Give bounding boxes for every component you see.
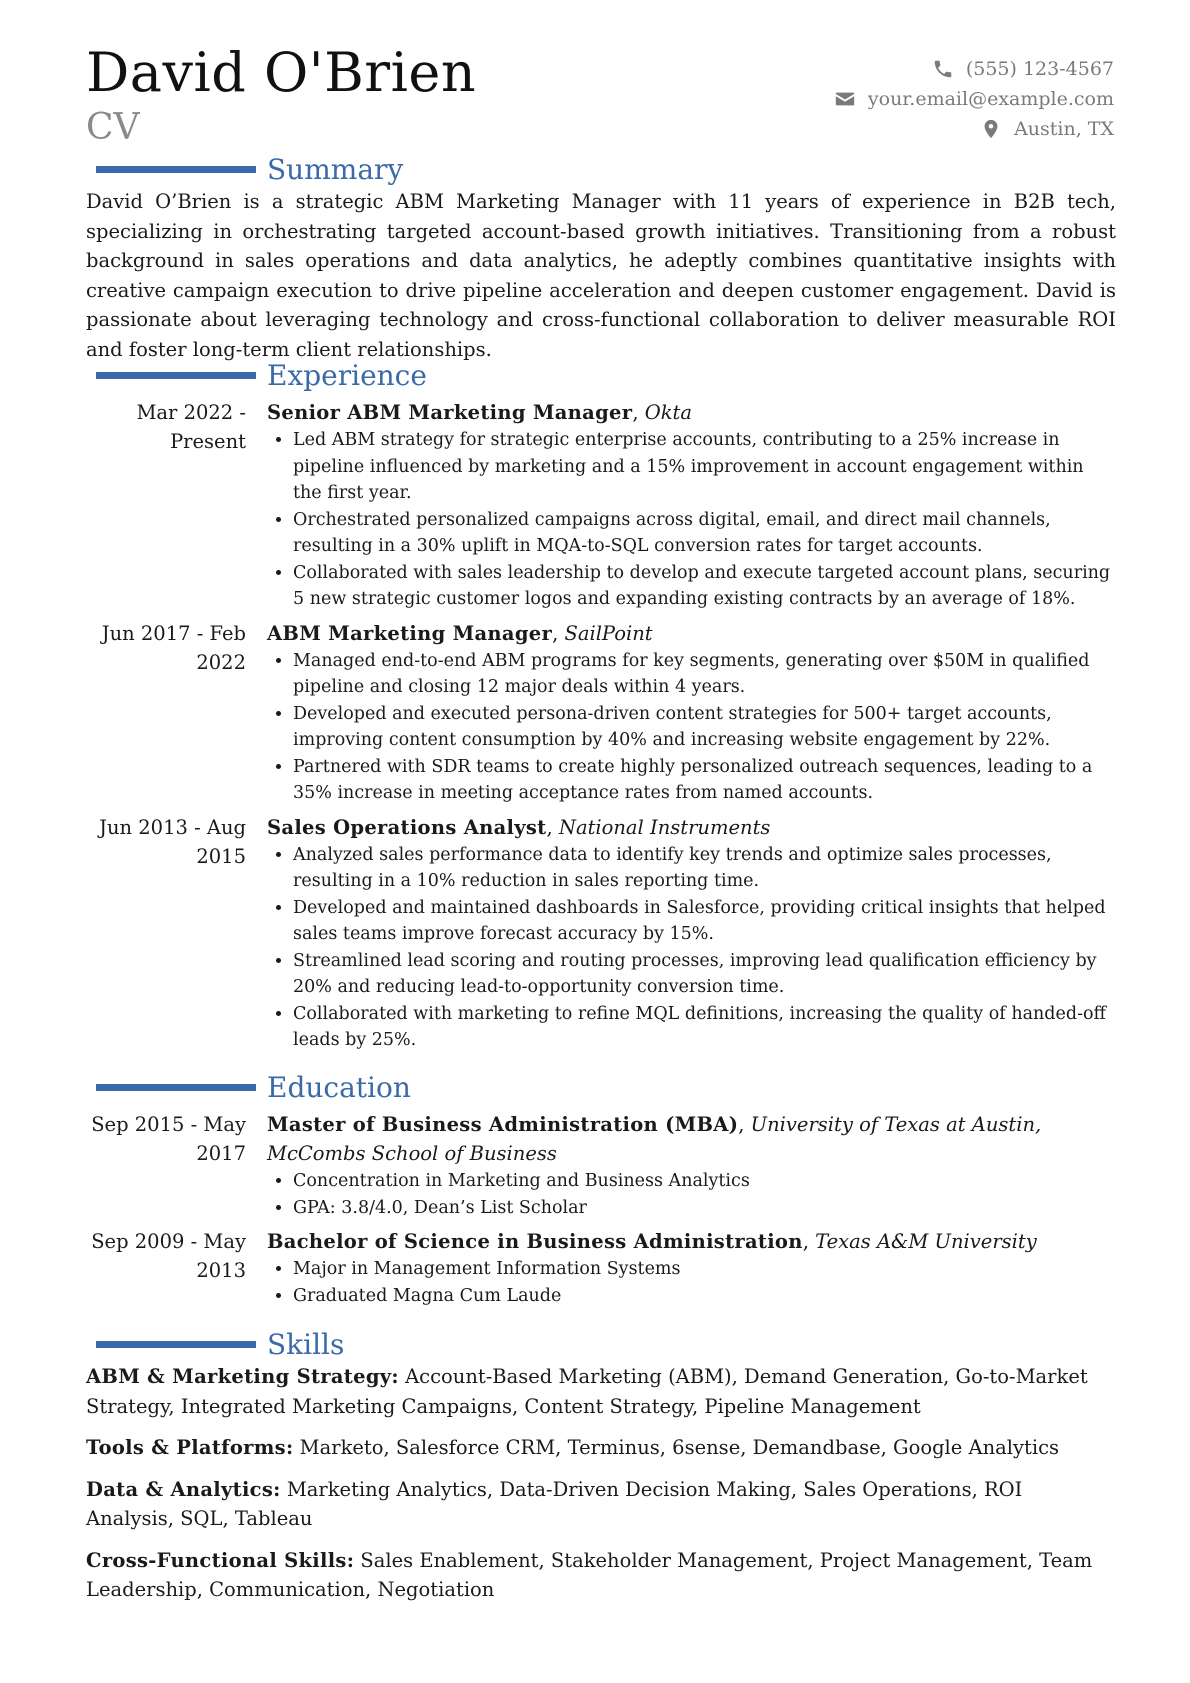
entry-title-line: Master of Business Administration (MBA), University of Texas at Austin, McCombs School of Business [267,1113,1042,1165]
entry-title-line: Bachelor of Science in Business Administration, Texas A&M University [267,1230,1037,1253]
summary-text: David O’Brien is a strategic ABM Marketing Manager with 11 years of experience in B2B tech, specializing in orchestrating targeted account-based growth initiatives. Transitioning from a robust background in sales operations and data analytics, he adeptly combines quantitative insights with creative campaign execution to drive pipeline acceleration and deepen customer engagement. David is passionate about leveraging technology and cross-functional collaboration to deliver measurable ROI and foster long-term client relationships. [86,190,1116,361]
list-item: • Concentration in Marketing and Business Analytics [293,1168,1112,1195]
entry-bullets [267,648,1112,807]
list-item: • Orchestrated personalized campaigns across digital, email, and direct mail channels, resulting in a 30% uplift in MQA-to-SQL conversion rates for target accounts. [293,507,1112,560]
entry-org: University of Texas at Austin, McCombs School of Business [267,1113,1042,1165]
entry-org: Okta [644,401,692,424]
email-text[interactable]: your.email@example.com [867,88,1114,110]
phone-text[interactable]: (555) 123-4567 [965,58,1114,80]
person-name: David O'Brien [86,41,477,104]
entry-org: National Instruments [558,815,771,839]
list-item: • Developed and maintained dashboards in Salesforce, providing critical insights that helped sales teams improve forecast accuracy by 15%. [293,895,1112,948]
entry-date: Sep 2009 - May 2013 [91,1230,246,1282]
entry-body [267,1227,1112,1309]
skill-label: ABM & Marketing Strategy: [86,1365,399,1388]
entry-title: Senior ABM Marketing Manager [267,401,633,424]
section-title: Experience [267,359,427,392]
list-item: • Graduated Magna Cum Laude [293,1283,1112,1310]
entry-date: Jun 2013 - Aug 2015 [99,815,246,868]
skill-group [86,1433,1116,1463]
location-text: Austin, TX [1014,118,1114,140]
skill-group [86,1475,1116,1534]
document-subtitle: CV [86,107,140,148]
entry-title: ABM Marketing Manager [267,621,553,645]
skill-group [86,1546,1116,1605]
phone-icon [932,58,954,80]
list-item: • Analyzed sales performance data to identify key trends and optimize sales processes, resulting in a 10% reduction in sales reporting time. [293,842,1112,895]
entry-title-line: Sales Operations Analyst, National Instruments [267,815,771,839]
skill-value: Marketo, Salesforce CRM, Terminus, 6sense, Demandbase, Google Analytics [299,1436,1060,1459]
entry-title: Bachelor of Science in Business Administration [267,1230,803,1253]
entry-bullets [267,427,1112,613]
section-accent-bar [96,372,256,379]
entry-bullets [267,842,1112,1054]
entry-org: Texas A&M University [815,1230,1037,1253]
section-accent-bar [96,1084,256,1091]
skill-value: Sales Enablement, Stakeholder Management, Project Management, Team Leadership, Communication, Negotiation [86,1548,1093,1601]
section-title: Education [267,1071,411,1104]
contact-phone [834,54,1114,84]
education-heading [86,1071,1116,1105]
contact-email [834,84,1114,114]
envelope-icon [834,88,856,110]
section-accent-bar [96,1341,256,1348]
list-item: • Collaborated with sales leadership to develop and execute targeted account plans, securing 5 new strategic customer logos and expanding existing contracts by an average of 18%. [293,560,1112,613]
experience-entry [86,398,1116,613]
entry-body [267,1110,1112,1221]
skill-value: Account-Based Marketing (ABM), Demand Generation, Go-to-Market Strategy, Integrated Marketing Campaigns, Content Strategy, Pipeline Management [86,1365,1088,1418]
entry-org: SailPoint [564,621,653,645]
entry-body [267,619,1112,807]
entry-title-line: Senior ABM Marketing Manager, Okta [267,401,692,424]
entry-title: Master of Business Administration (MBA) [267,1113,739,1136]
contact-block [834,54,1114,144]
summary-heading [86,153,1116,187]
entry-bullets [267,1256,1112,1309]
skills-section [86,1328,1116,1617]
list-item: • GPA: 3.8/4.0, Dean’s List Scholar [293,1195,1112,1222]
list-item: • Collaborated with marketing to refine MQL definitions, increasing the quality of handed-off leads by 25%. [293,1001,1112,1054]
section-title: Summary [267,153,404,186]
experience-entry [86,813,1116,1054]
entry-title: Sales Operations Analyst [267,815,547,839]
list-item: • Developed and executed persona-driven content strategies for 500+ target accounts, improving content consumption by 40% and increasing website engagement by 22%. [293,701,1112,754]
summary-section [86,153,1116,364]
map-marker-icon [980,118,1002,140]
education-entry [86,1227,1116,1309]
skill-label: Tools & Platforms: [86,1436,294,1459]
education-entry [86,1110,1116,1221]
skill-label: Cross-Functional Skills: [86,1548,355,1572]
section-accent-bar [96,166,256,173]
experience-entry [86,619,1116,807]
contact-location [834,114,1114,144]
skill-value: Marketing Analytics, Data-Driven Decision Making, Sales Operations, ROI Analysis, SQL, Tableau [86,1477,1023,1530]
list-item: • Major in Management Information Systems [293,1256,1112,1283]
entry-date: Mar 2022 - Present [136,401,246,453]
skill-group [86,1362,1116,1421]
section-title: Skills [267,1328,345,1361]
list-item: • Led ABM strategy for strategic enterprise accounts, contributing to a 25% increase in pipeline influenced by marketing and a 15% improvement in account engagement within the first year. [293,427,1112,507]
entry-date: Sep 2015 - May 2017 [91,1113,246,1165]
list-item: • Streamlined lead scoring and routing processes, improving lead qualification efficiency by 20% and reducing lead-to-opportunity conversion time. [293,948,1112,1001]
entry-body [267,813,1112,1054]
list-item: • Partnered with SDR teams to create highly personalized outreach sequences, leading to a 35% increase in meeting acceptance rates from named accounts. [293,754,1112,807]
experience-heading [86,359,1116,393]
education-section [86,1071,1116,1309]
entry-title-line: ABM Marketing Manager, SailPoint [267,621,653,645]
entry-body [267,398,1112,613]
experience-section [86,359,1116,1054]
entry-date: Jun 2017 - Feb 2022 [101,621,246,674]
entry-bullets [267,1168,1112,1221]
skills-heading [86,1328,1116,1362]
skill-label: Data & Analytics: [86,1477,281,1501]
list-item: • Managed end-to-end ABM programs for key segments, generating over $50M in qualified pipeline and closing 12 major deals within 4 years. [293,648,1112,701]
